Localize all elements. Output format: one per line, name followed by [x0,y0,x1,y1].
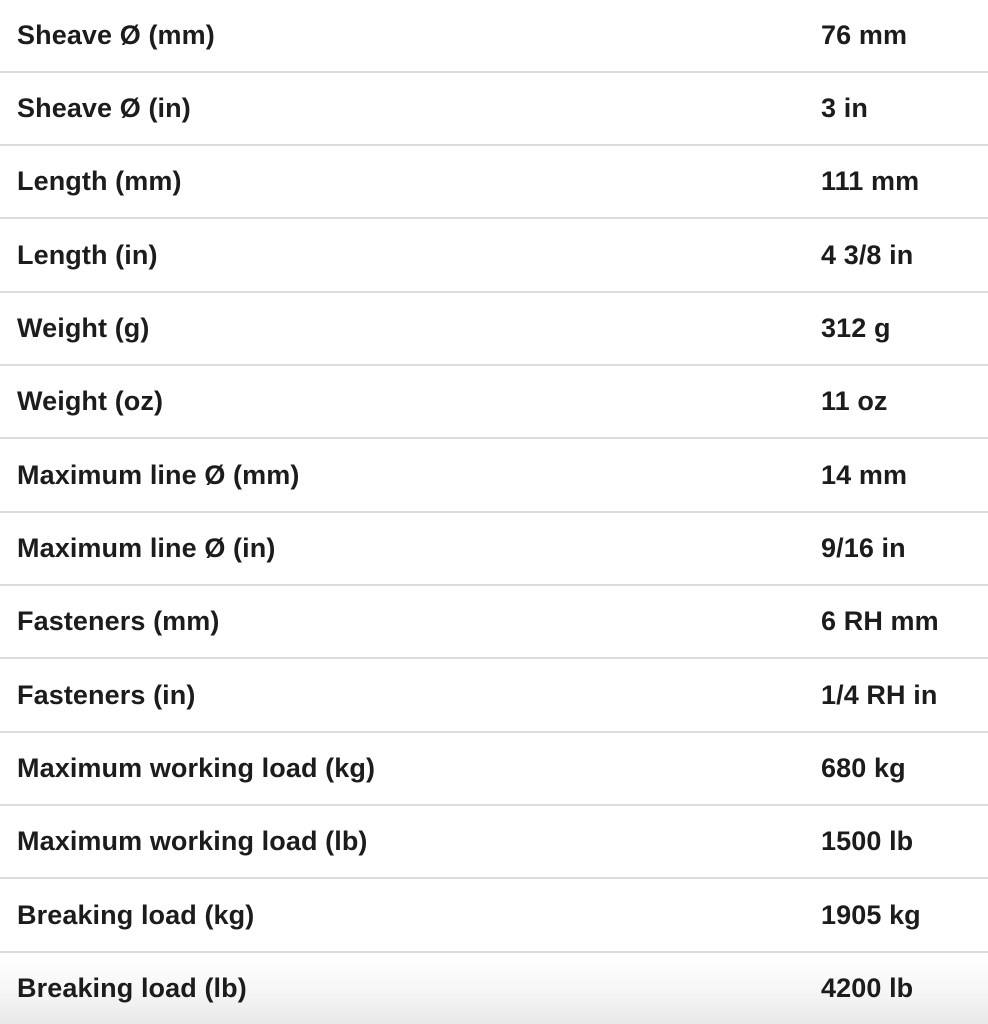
spec-label: Sheave Ø (in) [17,93,191,123]
spec-label: Fasteners (mm) [17,606,220,636]
spec-value: 11 oz [821,386,888,416]
spec-value: 14 mm [821,460,908,490]
spec-label: Length (mm) [17,166,182,196]
spec-value: 9/16 in [821,533,906,563]
spec-label: Fasteners (in) [17,680,196,710]
spec-row-fasteners-mm [0,586,988,659]
spec-label: Maximum working load (kg) [17,753,376,783]
spec-value: 6 RH mm [821,606,939,636]
spec-row-fasteners-in [0,660,988,733]
spec-row-max-line-diameter-in [0,513,988,586]
spec-value: 680 kg [821,753,906,783]
spec-row-max-working-load-lb [0,806,988,879]
spec-label: Weight (oz) [17,386,164,416]
spec-label: Breaking load (kg) [17,900,255,930]
spec-value: 4200 lb [821,973,914,1003]
spec-row-sheave-diameter-mm [0,0,988,73]
spec-value: 76 mm [821,20,908,50]
spec-label: Maximum line Ø (in) [17,533,276,563]
spec-label: Maximum working load (lb) [17,826,368,856]
spec-row-max-line-diameter-mm [0,440,988,513]
spec-row-breaking-load-lb [0,953,988,1024]
spec-row-breaking-load-kg [0,880,988,953]
spec-label: Sheave Ø (mm) [17,20,215,50]
spec-value: 3 in [821,93,868,123]
spec-label: Length (in) [17,240,158,270]
spec-row-max-working-load-kg [0,733,988,806]
spec-label: Breaking load (lb) [17,973,247,1003]
spec-value: 1905 kg [821,900,921,930]
spec-value: 312 g [821,313,891,343]
spec-row-weight-g [0,293,988,366]
spec-label: Maximum line Ø (mm) [17,460,300,490]
spec-row-length-in [0,220,988,293]
spec-value: 4 3/8 in [821,240,914,270]
spec-label: Weight (g) [17,313,150,343]
spec-value: 1/4 RH in [821,680,938,710]
spec-value: 111 mm [821,166,920,196]
spec-row-weight-oz [0,366,988,439]
spec-row-sheave-diameter-in [0,73,988,146]
spec-value: 1500 lb [821,826,914,856]
spec-row-length-mm [0,146,988,219]
